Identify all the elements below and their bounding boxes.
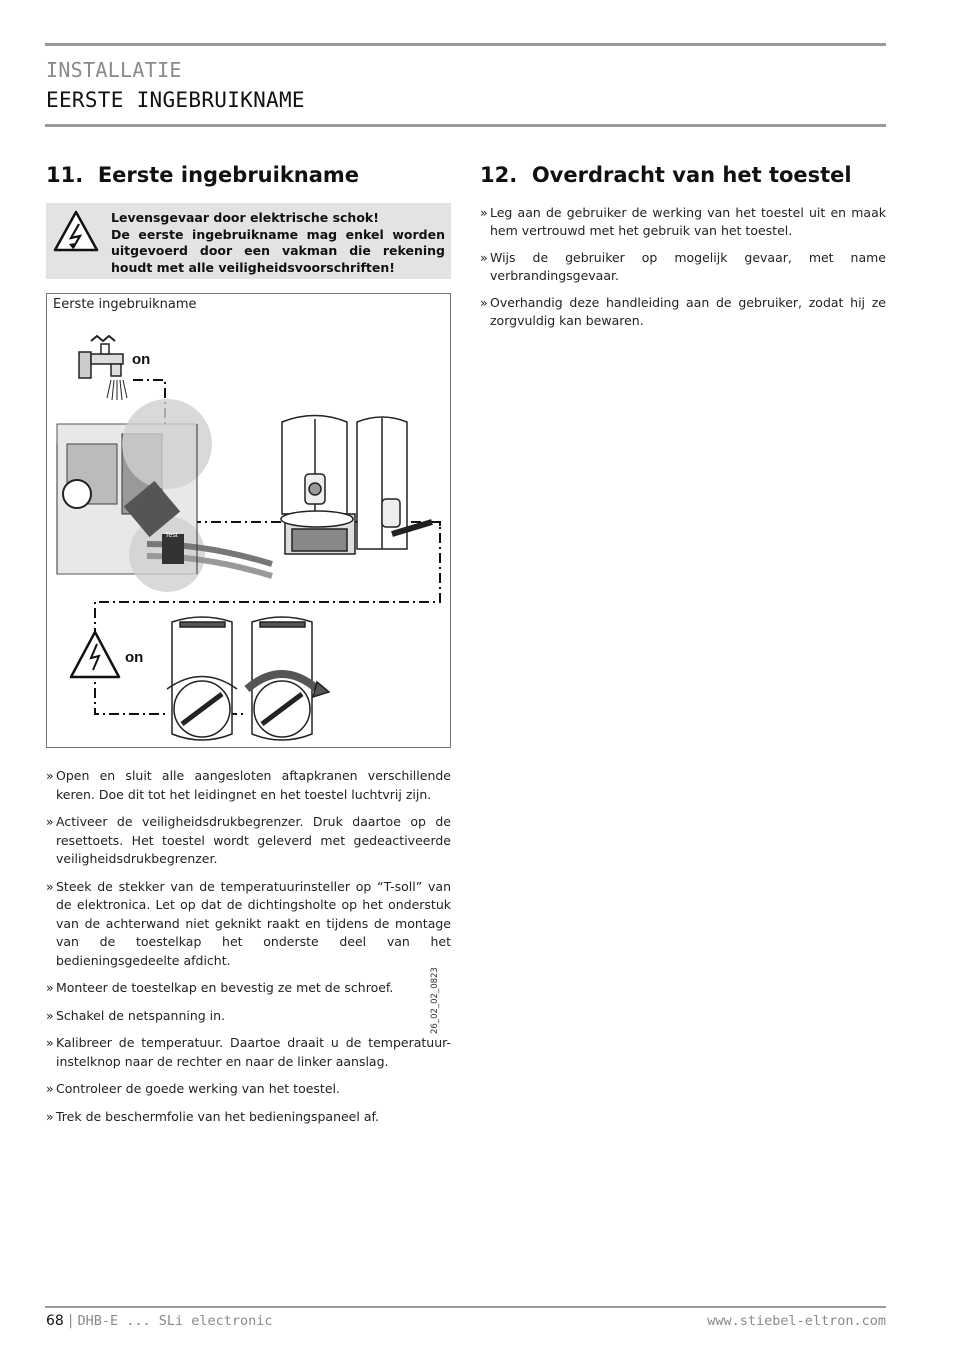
warning-triangle-lightning-icon [52,209,100,253]
list-item: » Steek de stekker van de temperatuurinsteller op “T-soll” van de elektronica. Let op dat de dichtingsholte op het onderstuk van de achterwand niet geknikt raakt en tijdens de montage van de toestelkap het onderste deel van het bedieningsgedeelte afdicht. [46,878,451,971]
control-panel-right [247,617,329,740]
header-title: EERSTE INGEBRUIKNAME [46,88,305,112]
list-item: » Activeer de veiligheidsdrukbegrenzer. Druk daartoe op de resettoets. Het toestel wordt geleverd met gedeactiveerde veiligheidsdrukbegrenzer. [46,813,451,869]
header-bottom-rule [45,124,886,127]
figure-code: 26_02_02_0823 [430,967,440,1034]
list-item: » Controleer de goede werking van het toestel. [46,1080,451,1099]
header-section: INSTALLATIE [46,58,182,82]
list-item: » Leg aan de gebruiker de werking van het toestel uit en maak hem vertrouwd met het gebruik van het toestel. [480,204,886,240]
section-11-heading [46,163,359,187]
figure-caption: Eerste ingebruikname [53,297,197,312]
warning-line-1: Levensgevaar door elektrische schok! [111,210,379,225]
warning-line-2: De eerste ingebruikname mag enkel worden uitgevoerd door een vakman die rekening houdt met alle veiligheidsvoorschriften! [111,226,445,275]
list-item: » Overhandig deze handleiding aan de gebruiker, zodat hij ze zorgvuldig kan bewaren. [480,294,886,330]
installation-diagram [47,294,450,747]
water-heater-unit-1 [281,416,355,555]
warning-box [46,203,451,279]
footer-separator: | [68,1313,73,1329]
right-steps-list [480,204,886,339]
list-item: » Monteer de toestelkap en bevestig ze met de schroef. [46,979,451,998]
section-12-title: Overdracht van het toestel [531,163,852,187]
list-item: » Schakel de netspanning in. [46,1007,451,1026]
list-item: » Kalibreer de temperatuur. Daartoe draait u de temperatuur-instelknop naar de rechter en naar de linker aanslag. [46,1034,451,1071]
footer-url: www.stiebel-eltron.com [707,1313,886,1329]
label-on-top: on [132,351,151,368]
control-panel-left [167,617,237,740]
list-item: » Trek de beschermfolie van het bedieningspaneel af. [46,1108,451,1127]
section-11-number: 11. [46,163,84,187]
label-on-bottom: on [125,649,144,666]
document-title: DHB-E ... SLi electronic [77,1313,273,1329]
page-number: 68 [46,1313,64,1329]
electronics-board [57,399,272,592]
section-12-number: 12. [480,163,518,187]
section-12-heading [480,163,852,187]
power-warning-icon [71,632,119,677]
list-item: » Wijs de gebruiker op mogelijk gevaar, met name verbrandingsgevaar. [480,249,886,285]
header-top-rule [45,43,886,46]
warning-text [111,210,445,276]
footer-rule [45,1306,886,1308]
footer-left [46,1313,273,1329]
left-steps-list [46,767,451,1135]
water-tap-icon [79,336,127,400]
list-item: » Open en sluit alle aangesloten aftapkranen verschillende keren. Doe dit tot het leidingnet en het toestel luchtvrij zijn. [46,767,451,804]
water-heater-unit-2 [357,417,432,549]
section-11-title: Eerste ingebruikname [97,163,360,187]
test-label: Test [165,532,178,539]
